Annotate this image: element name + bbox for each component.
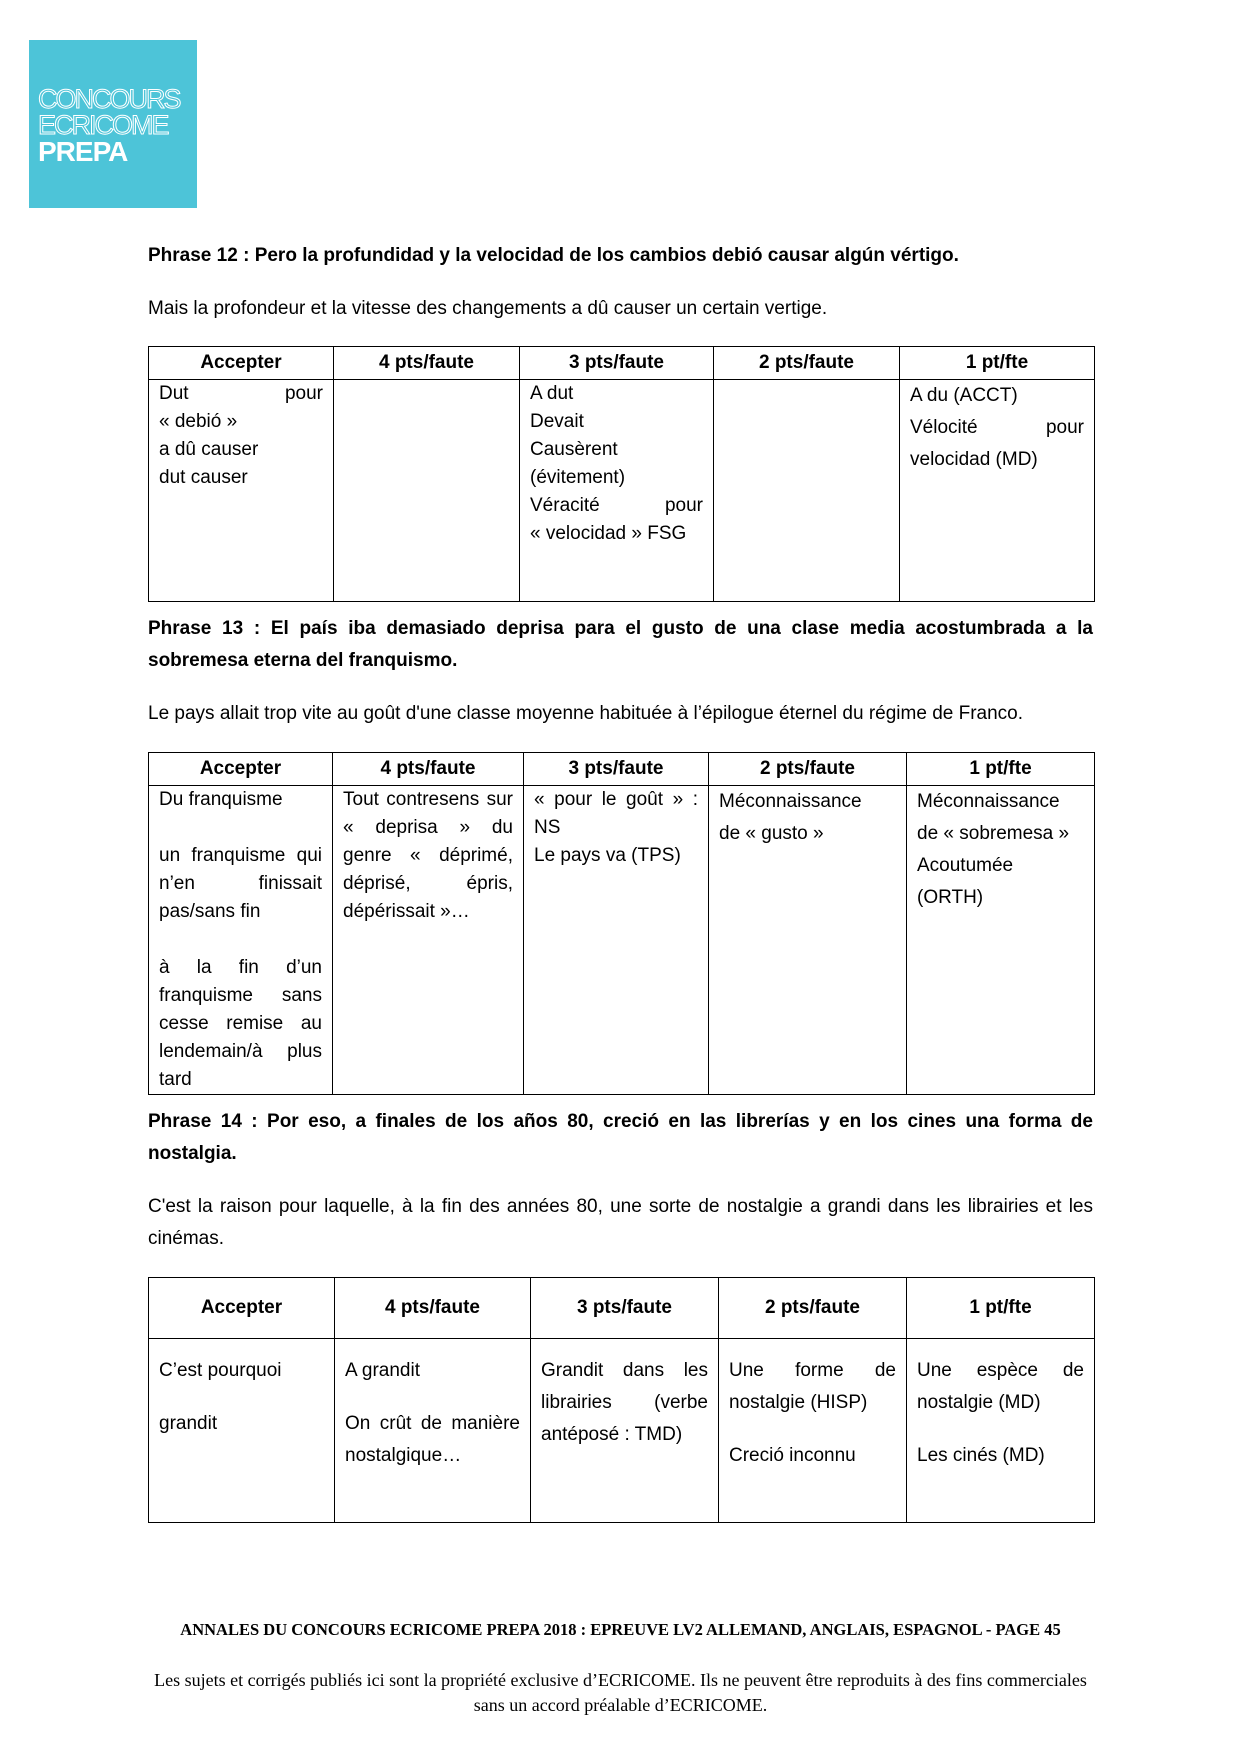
header-1pt: 1 pt/fte <box>907 1278 1095 1339</box>
phrase-13-translation: Le pays allait trop vite au goût d'une classe moyenne habituée à l’épilogue éternel du régime de Franco. <box>148 703 1024 724</box>
table-header-row <box>149 1278 1095 1339</box>
cell-accepter <box>149 786 333 1095</box>
phrase-13-spanish: El país iba demasiado deprisa para el gusto de una clase media acostumbrada a la sobremesa eterna del franquismo. <box>148 618 1093 671</box>
cell-text: (ORTH) <box>917 887 984 908</box>
cell-text: Causèrent <box>530 439 618 460</box>
logo-line-1: CONCOURS <box>38 84 180 114</box>
cell-text: (évitement) <box>530 467 626 488</box>
cell-text: a dû causer <box>159 439 259 460</box>
header-1pt: 1 pt/fte <box>900 347 1095 380</box>
phrase-12-heading <box>148 240 1093 272</box>
cell-text: de « gusto » <box>719 823 824 844</box>
cell-text: Méconnaissance <box>719 791 862 812</box>
cell-text: « pour le goût » : NS <box>534 789 698 838</box>
header-4pts: 4 pts/faute <box>335 1278 531 1339</box>
cell-text: A grandit <box>345 1360 420 1381</box>
spacer <box>159 926 322 954</box>
header-4pts: 4 pts/faute <box>334 347 520 380</box>
header-2pts: 2 pts/faute <box>719 1278 907 1339</box>
cell-text: Du franquisme <box>159 789 283 810</box>
header-3pts: 3 pts/faute <box>520 347 714 380</box>
header-1pt: 1 pt/fte <box>907 753 1095 786</box>
cell-text: grandit <box>159 1413 218 1434</box>
cell-1pt <box>907 1339 1095 1523</box>
cell-4pts <box>333 786 524 1095</box>
cell-line <box>910 412 1084 444</box>
phrase-14-heading <box>148 1106 1093 1170</box>
header-accepter: Accepter <box>149 347 334 380</box>
spacer <box>917 1419 1084 1440</box>
logo-line-2: ECRICOME <box>38 110 168 140</box>
cell-text: Une espèce de nostalgie (MD) <box>917 1360 1084 1413</box>
header-accepter: Accepter <box>149 753 333 786</box>
header-3pts: 3 pts/faute <box>524 753 709 786</box>
cell-2pts <box>719 1339 907 1523</box>
spacer <box>729 1419 896 1440</box>
phrase-13-grading-table <box>148 752 1095 1095</box>
header-accepter: Accepter <box>149 1278 335 1339</box>
cell-text: Tout contresens sur « deprisa » du genre « déprimé, déprisé, épris, dépérissait »… <box>343 789 513 922</box>
cell-2pts <box>709 786 907 1095</box>
cell-text: Le pays va (TPS) <box>534 845 681 866</box>
cell-text: A dut <box>530 383 574 404</box>
phrase-12-spanish: Pero la profundidad y la velocidad de los cambios debió causar algún vértigo. <box>254 245 959 266</box>
logo-line-3: PREPA <box>38 136 128 167</box>
header-2pts: 2 pts/faute <box>709 753 907 786</box>
header-2pts: 2 pts/faute <box>714 347 900 380</box>
cell-line <box>530 492 703 520</box>
cell-text: velocidad (MD) <box>910 449 1038 470</box>
cell-text: Vélocité <box>910 417 978 438</box>
cell-text: Grandit dans les librairies (verbe antéposé : TMD) <box>541 1360 708 1445</box>
footer-notice: Les sujets et corrigés publiés ici sont la propriété exclusive d’ECRICOME. Ils ne peuvent être reproduits à des fins commerciales sans un accord préalable d’ECRICOME. <box>154 1670 1087 1715</box>
cell-2pts <box>714 380 900 602</box>
phrase-13-label: Phrase 13 : <box>148 618 261 639</box>
cell-text: Une forme de nostalgie (HISP) <box>729 1360 896 1413</box>
cell-text: « velocidad » FSG <box>530 523 687 544</box>
cell-text: « debió » <box>159 411 238 432</box>
cell-text: Creció inconnu <box>729 1445 856 1466</box>
phrase-12-grading-table <box>148 346 1095 602</box>
cell-3pts <box>520 380 714 602</box>
phrase-14-spanish: Por eso, a finales de los años 80, creció en las librerías y en los cines una forma de nostalgia. <box>148 1111 1093 1164</box>
table-header-row <box>149 347 1095 380</box>
cell-text: Acoutumée <box>917 855 1014 876</box>
table-row <box>149 1339 1095 1523</box>
spacer <box>159 1387 324 1408</box>
cell-text: Les cinés (MD) <box>917 1445 1045 1466</box>
cell-accepter <box>149 1339 335 1523</box>
header-3pts: 3 pts/faute <box>531 1278 719 1339</box>
cell-text: Méconnaissance <box>917 791 1060 812</box>
phrase-14-translation: C'est la raison pour laquelle, à la fin des années 80, une sorte de nostalgie a grandi dans les librairies et les cinémas. <box>148 1196 1093 1249</box>
cell-text: de « sobremesa » <box>917 823 1070 844</box>
cell-text: Véracité <box>530 495 600 516</box>
cell-1pt <box>900 380 1095 602</box>
cell-4pts <box>334 380 520 602</box>
cell-text: A du (ACCT) <box>910 385 1018 406</box>
spacer <box>345 1387 520 1408</box>
cell-text: pour <box>1045 417 1084 438</box>
phrase-12-label: Phrase 12 : <box>148 245 250 266</box>
spacer <box>159 814 322 842</box>
cell-text: pour <box>284 383 323 404</box>
phrase-13-heading <box>148 613 1093 677</box>
cell-text: dut causer <box>159 467 248 488</box>
header-4pts: 4 pts/faute <box>333 753 524 786</box>
cell-text: Devait <box>530 411 584 432</box>
cell-text: à la fin d’un franquisme sans cesse remise au lendemain/à plus tard <box>159 957 322 1090</box>
cell-3pts <box>531 1339 719 1523</box>
table-row <box>149 380 1095 602</box>
cell-text: pour <box>664 495 703 516</box>
cell-text: Dut <box>159 383 189 404</box>
cell-accepter <box>149 380 334 602</box>
cell-text: On crût de manière nostalgique… <box>345 1413 520 1466</box>
cell-4pts <box>335 1339 531 1523</box>
table-header-row <box>149 753 1095 786</box>
cell-text: un franquisme qui n’en finissait pas/sans fin <box>159 845 322 922</box>
cell-3pts <box>524 786 709 1095</box>
cell-line <box>159 380 323 408</box>
footer-title: ANNALES DU CONCOURS ECRICOME PREPA 2018 : EPREUVE LV2 ALLEMAND, ANGLAIS, ESPAGNOL - PAGE 45 <box>180 1620 1061 1639</box>
ecricome-logo <box>29 40 197 208</box>
cell-text: C’est pourquoi <box>159 1360 282 1381</box>
table-row <box>149 786 1095 1095</box>
phrase-12-translation: Mais la profondeur et la vitesse des changements a dû causer un certain vertige. <box>148 298 828 319</box>
phrase-14-grading-table <box>148 1277 1095 1523</box>
phrase-14-label: Phrase 14 : <box>148 1111 258 1132</box>
cell-1pt <box>907 786 1095 1095</box>
